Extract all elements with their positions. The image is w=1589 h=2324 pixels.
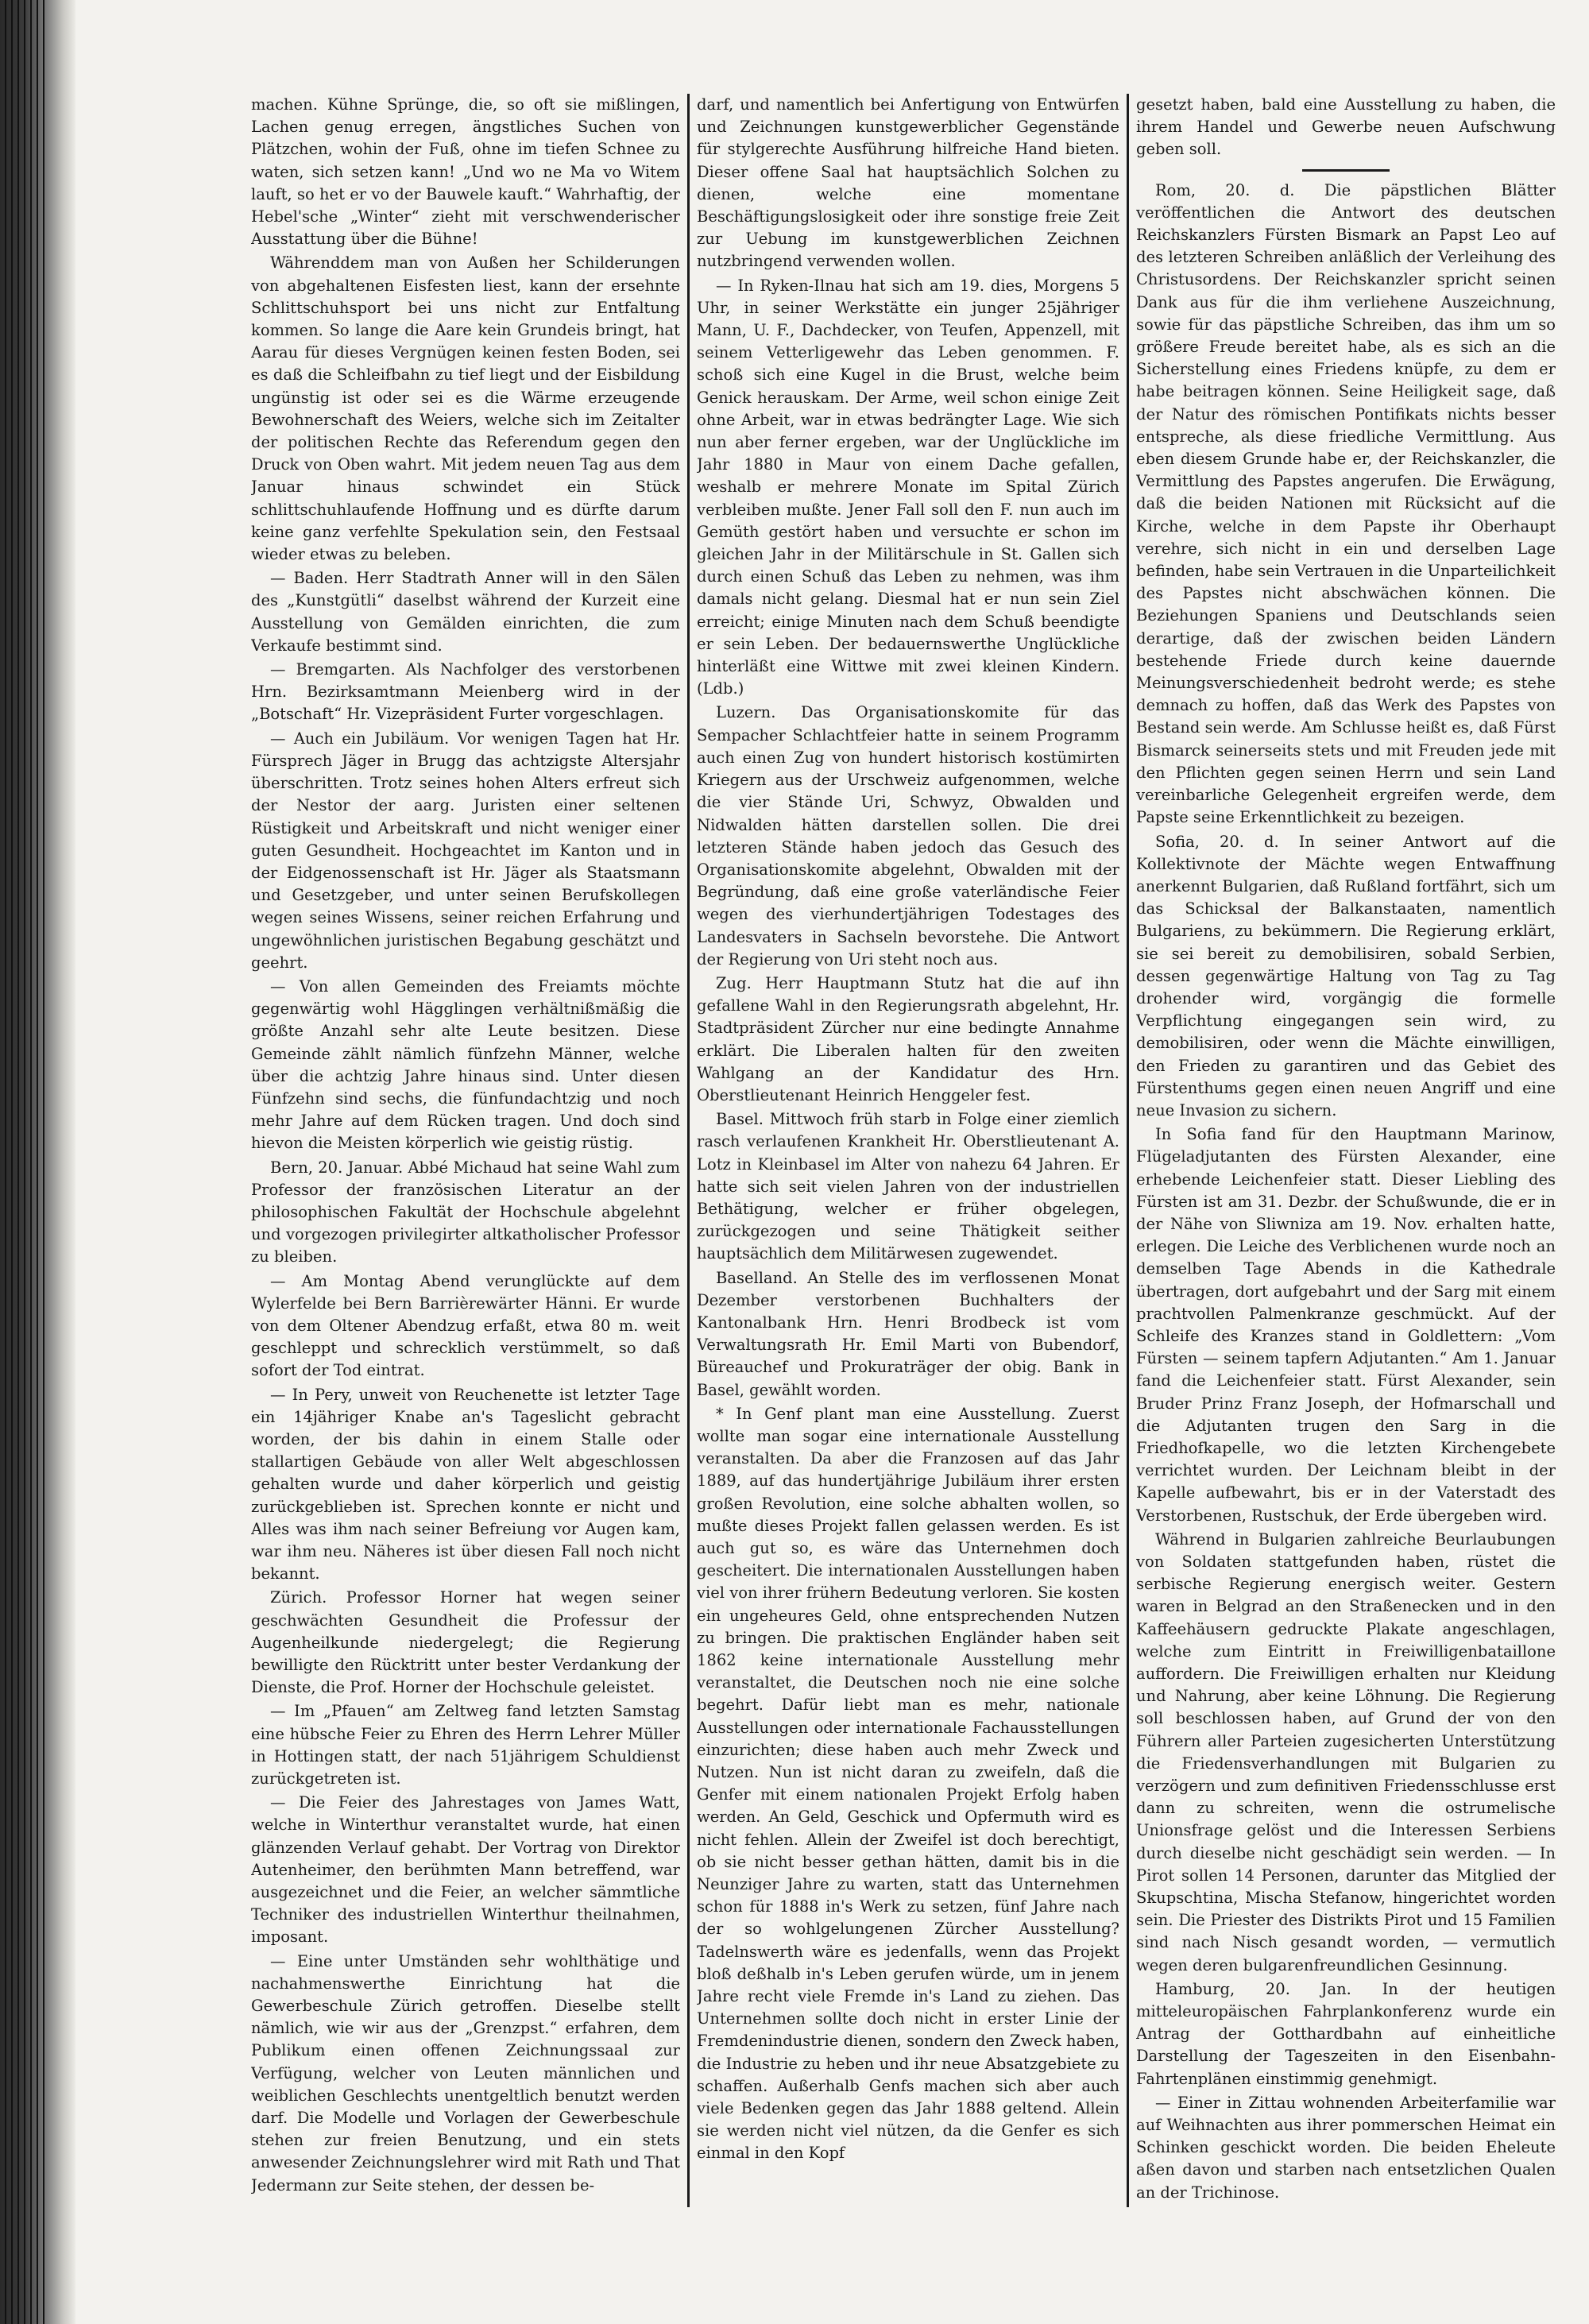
newspaper-column-middle bbox=[697, 94, 1119, 2239]
article-paragraph: — Auch ein Jubiläum. Vor wenigen Tagen hat Hr. Fürsprech Jäger in Brugg das achtzigste Altersjahr überschritten. Trotz seines hohen Alters erfreut sich der Nestor der aarg. Juristen einer seltenen Rüstigkeit und Arbeitskraft und nicht weniger einer guten Gesundheit. Hochgeachtet im Kanton und in der Eidgenossenschaft ist Hr. Jäger als Staatsmann und Gesetzgeber, und unter seinen Berufskollegen wegen seines Wissens, seiner reichen Erfahrung und ungewöhnlichen juristischen Begabung geschätzt und geehrt. bbox=[251, 729, 680, 972]
article-paragraph: — Eine unter Umständen sehr wohlthätige und nachahmenswerthe Einrichtung hat die Gewerbeschule Zürich getroffen. Dieselbe stellt nämlich, wie wir aus der „Grenzpst.“ erfahren, dem Publikum einen offenen Zeichnungssaal zur Verfügung, welcher von Leuten männlichen und weiblichen Geschlechts unentgeltlich benutzt werden darf. Die Modelle und Vorlagen der Gewerbeschule stehen zur freien Benutzung, und ein stets anwesender Zeichnungslehrer wird mit Rath und That Jedermann zur Seite stehen, der dessen be- bbox=[251, 1951, 680, 2194]
article-paragraph: — Die Feier des Jahrestages von James Watt, welche in Winterthur veranstaltet wurde, hat einen glänzenden Verlauf gehabt. Der Vortrag von Direktor Autenheimer, den berühmten Mann betreffend, war ausgezeichnet und die Feier, an welcher sämmtliche Techniker des industriellen Winterthur theilnahmen, imposant. bbox=[251, 1793, 680, 1947]
article-paragraph: Baselland. An Stelle des im verflossenen Monat Dezember verstorbenen Buchhalters der Kantonalbank Hrn. Henri Brodbeck ist vom Verwaltungsrath Hr. Emil Marti von Bubendorf, Büreauchef und Prokuraträger der obig. Bank in Basel, gewählt worden. bbox=[697, 1268, 1119, 1399]
article-paragraph: — Baden. Herr Stadtrath Anner will in den Sälen des „Kunstgütli“ daselbst während der Kurzeit eine Ausstellung von Gemälden einrichten, die zum Verkaufe bestimmt sind. bbox=[251, 569, 680, 655]
binding-line bbox=[24, 0, 25, 2324]
page-binding-edge bbox=[0, 0, 75, 2324]
article-paragraph: darf, und namentlich bei Anfertigung von Entwürfen und Zeichnungen kunstgewerblicher Gegenstände für stylgerechte Ausführung hilfreiche Hand bieten. Dieser offene Saal hat hauptsächlich Solchen zu dienen, welche eine momentane Beschäftigungslosigkeit oder ihre sonstige freie Zeit zur Uebung im kunstgewerblichen Zeichnen nutzbringend verwenden wollen. bbox=[697, 95, 1119, 271]
binding-line bbox=[17, 0, 19, 2324]
binding-line bbox=[5, 0, 6, 2324]
article-paragraph: Zug. Herr Hauptmann Stutz hat die auf ihn gefallene Wahl in den Regierungsrath abgelehnt, Hr. Stadtpräsident Zürcher nur eine bedingte Annahme erklärt. Die Liberalen halten für den zweiten Wahlgang an der Kandidatur des Hrn. Oberstlieutenant Heinrich Henggeler fest. bbox=[697, 973, 1119, 1104]
newspaper-column-right bbox=[1136, 94, 1556, 2239]
article-paragraph: — Bremgarten. Als Nachfolger des verstorbenen Hrn. Bezirksamtmann Meienberg wird in der „Botschaft“ Hr. Vizepräsident Furter vorgeschlagen. bbox=[251, 660, 680, 724]
article-paragraph: gesetzt haben, bald eine Ausstellung zu haben, die ihrem Handel und Gewerbe neuen Aufschwung geben soll. bbox=[1136, 95, 1556, 159]
article-paragraph: — In Ryken-Ilnau hat sich am 19. dies, Morgens 5 Uhr, in seiner Werkstätte ein junger 25jähriger Mann, U. F., Dachdecker, von Teufen, Appenzell, mit seinem Vetterligewehr das Leben genommen. F. schoß sich eine Kugel in die Brust, welche beim Genick herauskam. Der Arme, weil schon einige Zeit ohne Arbeit, war in etwas bedrängter Lage. Wie sich nun aber ferner ergeben, war der Unglückliche im Jahr 1880 in Maur von einem Dache gefallen, weshalb er mehrere Monate im Spital Zürich verbleiben mußte. Jener Fall soll den F. nun auch im Gemüth gestört haben und versuchte er schon im gleichen Jahr in der Militärschule in St. Gallen sich durch einen Schuß das Leben zu nehmen, was ihm damals nicht gelang. Diesmal hat er nun sein Ziel erreicht; einige Minuten nach dem Schuß beendigte er sein Leben. Der bedauernswerthe Unglückliche hinterläßt eine Wittwe mit zwei kleinen Kindern. (Ldb.) bbox=[697, 276, 1119, 698]
binding-line bbox=[37, 0, 38, 2324]
article-paragraph: Zürich. Professor Horner hat wegen seiner geschwächten Gesundheit die Professur der Augenheilkunde niedergelegt; die Regierung bewilligte den Rücktritt unter bester Verdankung der Dienste, die Prof. Horner der Hochschule geleistet. bbox=[251, 1588, 680, 1697]
article-paragraph: — Im „Pfauen“ am Zeltweg fand letzten Samstag eine hübsche Feier zu Ehren des Herrn Lehrer Müller in Hottingen statt, der nach 51jährigem Schuldienst zurückgetreten ist. bbox=[251, 1702, 680, 1788]
article-paragraph: Rom, 20. d. Die päpstlichen Blätter veröffentlichen die Antwort des deutschen Reichskanzlers Fürsten Bismark an Papst Leo auf des letzteren Schreiben anläßlich der Verleihung des Christusordens. Der Reichskanzler spricht seinen Dank aus für die ihm verliehene Auszeichnung, sowie für das päpstliche Schreiben, das ihm um so größere Freude bereitet habe, als es sich an die Sicherstellung eines Friedens knüpfe, zu dem er habe beitragen können. Seine Heiligkeit sage, daß der Natur des römischen Pontifikats nichts besser entspreche, als diese friedliche Vermittlung. Aus eben diesem Grunde habe er, der Reichskanzler, die Vermittlung des Papstes angerufen. Die Erwägung, daß die beiden Nationen mit Rücksicht auf die Kirche, welche in dem Papste ihr Oberhaupt verehre, sich nicht in ein und derselben Lage befinden, habe sein Vertrauen in die Unparteilichkeit des Papstes nicht abschwächen können. Die Beziehungen Spaniens und Deutschlands seien derartige, daß der zwischen beiden Ländern bestehende Friede durch keine dauernde Meinungsverschiedenheit bedroht werde; es stehe demnach zu hoffen, daß das Werk des Papstes von Bestand sein werde. Am Schlusse heißt es, daß Fürst Bismarck seinerseits stets und mit Freuden jede mit den Pflichten gegen seinen Herrn und sein Land vereinbarliche Gelegenheit ergreifen werde, dem Papste seine Erkenntlichkeit zu bezeigen. bbox=[1136, 180, 1556, 827]
section-divider bbox=[1302, 169, 1390, 172]
article-paragraph: — Einer in Zittau wohnenden Arbeiterfamilie war auf Weihnachten aus ihrer pommerschen Heimat ein Schinken geschickt worden. Die beiden Eheleute aßen davon und starben nach entsetzlichen Qualen an der Trichinose. bbox=[1136, 2093, 1556, 2202]
column-rule bbox=[1127, 94, 1129, 2207]
binding-line bbox=[30, 0, 32, 2324]
binding-line bbox=[11, 0, 13, 2324]
article-paragraph: * In Genf plant man eine Ausstellung. Zuerst wollte man sogar eine internationale Ausstellung veranstalten. Da aber die Franzosen auf das Jahr 1889, auf das hundertjährige Jubiläum ihrer ersten großen Revolution, eine solche abhalten wollen, so mußte dieses Projekt fallen gelassen werden. Es ist auch gut so, es wäre das Unternehmen doch gescheitert. Die internationalen Ausstellungen haben viel von ihrer frühern Bedeutung verloren. Sie kosten ein ungeheures Geld, ohne entsprechenden Nutzen zu bringen. Die praktischen Engländer haben seit 1862 keine internationale Ausstellung mehr veranstaltet, die Deutschen noch nie eine solche begehrt. Dafür liebt man es mehr, nationale Ausstellungen oder internationale Fachausstellungen einzurichten; diese haben auch mehr Zweck und Nutzen. Nun ist nicht daran zu zweifeln, daß die Genfer mit einem nationalen Projekt Erfolg haben werden. An Geld, Geschick und Opfermuth wird es nicht fehlen. Allein der Zweifel ist doch berechtigt, ob sie nicht besser gethan hätten, damit bis in die Neunziger Jahre zu warten, statt das Unternehmen schon für 1888 in's Werk zu setzen, fünf Jahre nach der so wohlgelungenen Zürcher Ausstellung? Tadelnswerth wäre es jedenfalls, wenn das Projekt bloß deßhalb in's Leben gerufen würde, um in jenem Jahre recht viele Fremde in's Land zu ziehen. Das Unternehmen sollte doch nicht in erster Linie der Fremdenindustrie dienen, sondern den Zweck haben, die Industrie zu heben und ihr neue Absatzgebiete zu schaffen. Außerhalb Genfs machen sich aber auch viele Bedenken gegen das Jahr 1888 geltend. Allein sie werden nicht viel nützen, da die Genfer es sich einmal in den Kopf bbox=[697, 1404, 1119, 2163]
article-paragraph: Während in Bulgarien zahlreiche Beurlaubungen von Soldaten stattgefunden haben, rüstet die serbische Regierung energisch weiter. Gestern waren in Belgrad an den Straßenecken und in den Kaffeehäusern gedruckte Plakate angeschlagen, welche zum Eintritt in Freiwilligenbataillone auffordern. Die Freiwilligen erhalten nur Kleidung und Nahrung, aber keine Löhnung. Die Regierung soll beschlossen haben, auf Grund der von den Führern aller Parteien zugesicherten Unterstützung die Friedensverhandlungen mit Bulgarien zu verzögern und zum definitiven Friedensschlusse erst dann zu schreiten, wenn die ostrumelische Unionsfrage gelöst und die Interessen Serbiens durch dieselbe nicht geschädigt sein werden. — In Pirot sollen 14 Personen, darunter das Mitglied der Skupschtina, Mischa Stefanow, hingerichtet worden sein. Die Priester des Distrikts Pirot und 15 Familien sind nach Nisch gesandt worden, — vermutlich wegen deren bulgarenfreundlichen Gesinnung. bbox=[1136, 1529, 1556, 1974]
article-paragraph: Sofia, 20. d. In seiner Antwort auf die Kollektivnote der Mächte wegen Entwaffnung anerkennt Bulgarien, daß Rußland fortfährt, sich um das Schicksal der Balkanstaaten, namentlich Bulgariens, zu bekümmern. Die Regierung erklärt, sie sei bereit zu demobilisiren, sobald Serbien, dessen gegenwärtige Haltung von Tag zu Tag drohender wird, vorgängig die formelle Verpflichtung eingegangen sein wird, zu demobilisiren, oder wenn die Mächte einwilligen, den Frieden zu garantiren und das Gebiet des Fürstenthums gegen einen neuen Angriff und eine neue Invasion zu sichern. bbox=[1136, 832, 1556, 1119]
article-paragraph: Luzern. Das Organisationskomite für das Sempacher Schlachtfeier hatte in seinem Programm auch einen Zug von hundert historisch kostümirten Kriegern aus der Urschweiz aufgenommen, welche die vier Stände Uri, Schwyz, Obwalden und Nidwalden hätten darstellen sollen. Die drei letzteren Stände haben jedoch das Gesuch des Organisationskomite abgelehnt, Obwalden mit der Begründung, daß eine große vaterländische Feier wegen des vierhundertjährigen Todestages des Landesvaters in Sachseln bevorstehe. Die Antwort der Regierung von Uri steht noch aus. bbox=[697, 703, 1119, 969]
article-paragraph: — Am Montag Abend verunglückte auf dem Wylerfelde bei Bern Barrièrewärter Hänni. Er wurde von dem Oltener Abendzug erfaßt, etwa 80 m. weit geschleppt und schrecklich verstümmelt, so daß sofort der Tod eintrat. bbox=[251, 1271, 680, 1380]
article-paragraph: In Sofia fand für den Hauptmann Marinow, Flügeladjutanten des Fürsten Alexander, eine erhebende Leichenfeier statt. Dieser Liebling des Fürsten ist am 31. Dezbr. der Schußwunde, die er in der Nähe von Sliwniza am 19. Nov. erhalten hatte, erlegen. Die Leiche des Verblichenen wurde noch an demselben Tage Abends in die Kathedrale übertragen, dort aufgebahrt und der Sarg mit einem prachtvollen Palmenkranze geschmückt. Auf der Schleife des Kranzes stand in Goldlettern: „Vom Fürsten — seinem tapfern Adjutanten.“ Am 1. Januar fand die Leichenfeier statt. Fürst Alexander, sein Bruder Prinz Franz Joseph, der Hofmarschall und die Adjutanten trugen den Sarg in die Friedhofkapelle, wo die letzten Kirchengebete verrichtet wurden. Der Leichnam bleibt in der Kapelle aufbewahrt, bis er in der Vaterstadt des Verstorbenen, Rustschuk, der Erde übergeben wird. bbox=[1136, 1125, 1556, 1525]
article-paragraph: machen. Kühne Sprünge, die, so oft sie mißlingen, Lachen genug erregen, ängstliches Suchen von Plätzchen, wohin der Fuß, ohne im tiefen Schnee zu waten, sich setzen kann! „Und wo ne Ma vo Witem lauft, so het er vo der Bauwele kauft.“ Wahrhaftig, der Hebel'sche „Winter“ zieht mit verschwenderischer Ausstattung über die Bühne! bbox=[251, 95, 680, 249]
article-paragraph: Bern, 20. Januar. Abbé Michaud hat seine Wahl zum Professor der französischen Literatur an der philosophischen Fakultät der Hochschule abgelehnt und vorgezogen privilegirter altkatholischer Professor zu bleiben. bbox=[251, 1158, 680, 1266]
article-paragraph: Hamburg, 20. Jan. In der heutigen mitteleuropäischen Fahrplankonferenz wurde ein Antrag der Gotthardbahn auf einheitliche Darstellung der Tageszeiten in den Eisenbahn-Fahrtenplänen einstimmig genehmigt. bbox=[1136, 1979, 1556, 2088]
newspaper-column-left bbox=[251, 94, 680, 2239]
article-paragraph: Währenddem man von Außen her Schilderungen von abgehaltenen Eisfesten liest, kann der ersehnte Schlittschuhsport bei uns nicht zur Entfaltung kommen. So lange die Aare kein Grundeis bringt, hat Aarau für dieses Vergnügen keinen festen Boden, sei es daß die Schleifbahn zu tief liegt und der Eisbildung ungünstig ist oder sei es die Wärme erzeugende Bewohnerschaft des Weiers, welche sich im Zeitalter der politischen Rechte das Referendum gegen den Druck von Oben wahrt. Mit jedem neuen Tag aus dem Januar hinaus schwindet ein Stück schlittschuhlaufende Hoffnung und es dürfte darum keine ganz verfehlte Spekulation sein, den Festsaal wieder etwas zu beleben. bbox=[251, 253, 680, 564]
article-paragraph: — In Pery, unweit von Reuchenette ist letzter Tage ein 14jähriger Knabe an's Tageslicht gebracht worden, der bis dahin in einem Stalle oder stallartigen Gebäude von aller Welt abgeschlossen gehalten wurde und daher körperlich und geistig zurückgeblieben ist. Sprechen konnte er nicht und Alles was ihm nach seiner Befreiung vor Augen kam, war ihm neu. Näheres ist über diesen Fall noch nicht bekannt. bbox=[251, 1385, 680, 1583]
article-paragraph: Basel. Mittwoch früh starb in Folge einer ziemlich rasch verlaufenen Krankheit Hr. Oberstlieutenant A. Lotz in Kleinbasel im Alter von nahezu 64 Jahren. Er hatte sich seit vielen Jahren von der industriellen Bethätigung, welcher er früher obgelegen, zurückgezogen und seine Thätigkeit seither hauptsächlich dem Militärwesen zugewendet. bbox=[697, 1110, 1119, 1263]
binding-line bbox=[43, 0, 44, 2324]
article-paragraph: — Von allen Gemeinden des Freiamts möchte gegenwärtig wohl Hägglingen verhältnißmäßig die größte Anzahl sehr alte Leute besitzen. Diese Gemeinde zählt nämlich fünfzehn Männer, welche über die achtzig Jahre hinaus sind. Unter diesen Fünfzehn sind sechs, die fünfundachtzig und noch mehr Jahre auf dem Rücken tragen. Und doch sind hievon die Meisten körperlich wie geistig rüstig. bbox=[251, 976, 680, 1153]
column-rule bbox=[687, 94, 690, 2207]
